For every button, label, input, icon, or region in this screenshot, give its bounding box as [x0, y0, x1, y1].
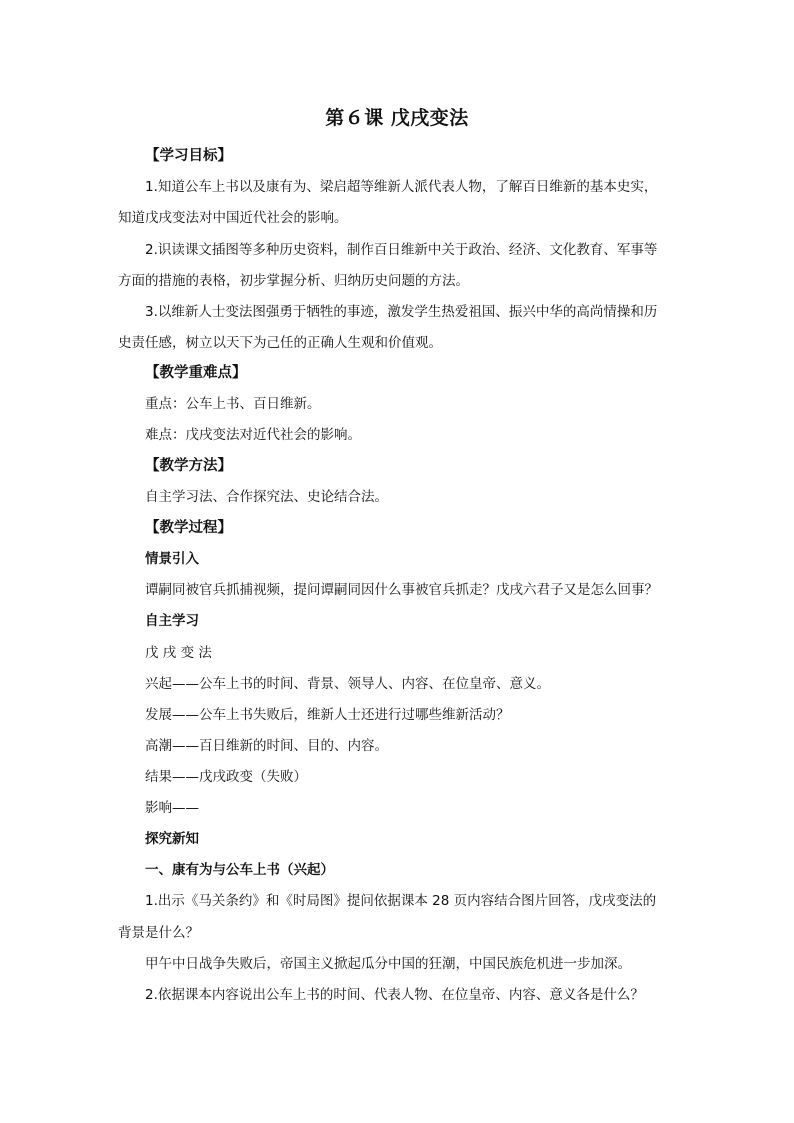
question-1-line-2: 背景是什么？: [118, 925, 199, 941]
result-line: 结果——戊戌政变（失败）: [145, 769, 307, 785]
intro-heading: 情景引入: [145, 551, 199, 567]
development-line: 发展——公车上书失败后，维新人士还进行过哪些维新活动？: [145, 707, 510, 723]
objective-2-line-1: 2.识读课文插图等多种历史资料，制作百日维新中关于政治、经济、文化教育、军事等: [145, 242, 658, 258]
part1-heading: 一、康有为与公车上书（兴起）: [145, 862, 334, 878]
topic-line: 戊 戌 变 法: [145, 645, 212, 661]
methods-text: 自主学习法、合作探究法、史论结合法。: [145, 489, 388, 505]
explore-heading: 探究新知: [145, 831, 199, 847]
objective-2-line-2: 方面的措施的表格，初步掌握分析、归纳历史问题的方法。: [118, 273, 469, 289]
key-point-difficulty: 难点：戊戌变法对近代社会的影响。: [145, 427, 361, 443]
section-heading-objectives: 【学习目标】: [145, 148, 232, 164]
section-heading-key-points: 【教学重难点】: [145, 365, 247, 381]
key-point-focus: 重点：公车上书、百日维新。: [145, 396, 321, 412]
rise-line: 兴起——公车上书的时间、背景、领导人、内容、在位皇帝、意义。: [145, 676, 550, 692]
lesson-title: 第６课 戊戌变法: [325, 107, 469, 129]
influence-line: 影响——: [145, 800, 199, 816]
intro-text: 谭嗣同被官兵抓捕视频，提问谭嗣同因什么事被官兵抓走？戊戌六君子又是怎么回事？: [145, 582, 658, 598]
question-2: 2.依据课本内容说出公车上书的时间、代表人物、在位皇帝、内容、意义各是什么？: [145, 987, 644, 1003]
question-1-line-1: 1.出示《马关条约》和《时局图》提问依据课本 28 页内容结合图片回答，戊戌变法的: [145, 893, 657, 909]
section-heading-methods: 【教学方法】: [145, 458, 232, 474]
objective-3-line-1: 3.以维新人士变法图强勇于牺牲的事迹，激发学生热爱祖国、振兴中华的高尚情操和历: [145, 304, 658, 320]
objective-1-line-1: 1.知道公车上书以及康有为、梁启超等维新人派代表人物，了解百日维新的基本史实，: [145, 179, 658, 195]
answer-1: 甲午中日战争失败后，帝国主义掀起瓜分中国的狂潮，中国民族危机进一步加深。: [145, 956, 631, 972]
objective-1-line-2: 知道戊戌变法对中国近代社会的影响。: [118, 210, 348, 226]
section-heading-process: 【教学过程】: [145, 520, 232, 536]
self-study-heading: 自主学习: [145, 613, 199, 629]
climax-line: 高潮——百日维新的时间、目的、内容。: [145, 738, 388, 754]
objective-3-line-2: 史责任感，树立以天下为己任的正确人生观和价值观。: [118, 335, 442, 351]
